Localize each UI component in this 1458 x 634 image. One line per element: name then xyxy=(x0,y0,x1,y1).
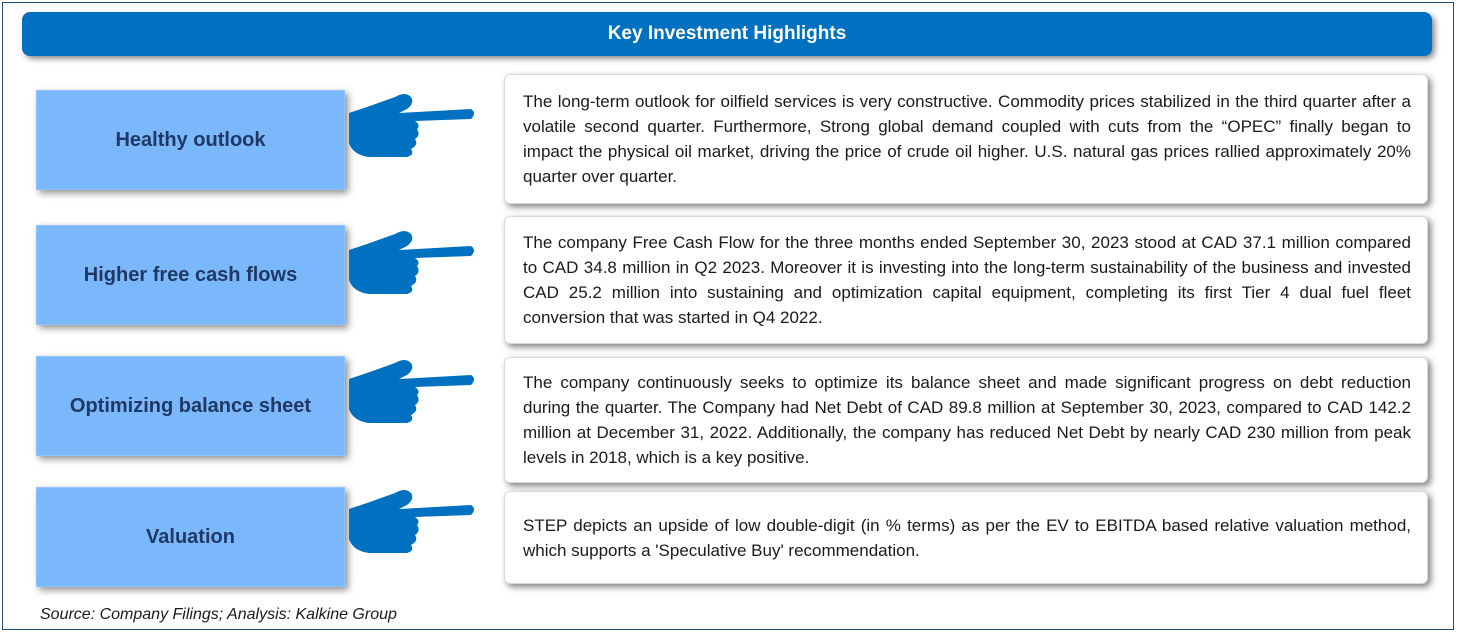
highlight-description: The long-term outlook for oilfield services is very constructive. Commodity prices stabilized in the third quarter after a volatile second quarter. Furthermore, Strong global demand coupled with cuts from the “OPEC” finally began to impact the physical oil market, driving the price of crude oil higher. U.S. natural gas prices rallied approximately 20% quarter over quarter. xyxy=(523,92,1411,186)
highlight-label: Valuation xyxy=(146,525,235,548)
highlight-description-box xyxy=(504,357,1428,483)
highlight-description-box xyxy=(504,216,1428,344)
highlight-description: The company Free Cash Flow for the three months ended September 30, 2023 stood at CAD 37.1 million compared to CAD 34.8 million in Q2 2023. Moreover it is investing into the long-term sustainability of the business and invested CAD 25.2 million into sustaining and optimization capital equipment, completing its first Tier 4 dual fuel fleet conversion that was started in Q4 2022. xyxy=(523,233,1411,327)
highlight-description-box xyxy=(504,491,1428,584)
pointing-hand-icon xyxy=(345,481,477,561)
highlight-label: Optimizing balance sheet xyxy=(69,394,312,417)
highlight-label-box-free-cash-flows xyxy=(36,225,345,325)
title-bar xyxy=(22,12,1432,56)
page-title: Key Investment Highlights xyxy=(607,23,847,44)
highlight-label-box-balance-sheet xyxy=(36,356,345,456)
highlight-description-box xyxy=(504,74,1428,204)
source-note: Source: Company Filings; Analysis: Kalkine Group xyxy=(40,606,397,623)
highlight-label-box-healthy-outlook xyxy=(36,90,345,190)
highlight-label-box-valuation xyxy=(36,487,345,587)
highlight-label: Healthy outlook xyxy=(115,128,266,151)
highlight-label: Higher free cash flows xyxy=(83,263,298,286)
pointing-hand-icon xyxy=(345,85,477,165)
highlight-description: The company continuously seeks to optimize its balance sheet and made significant progress on debt reduction during the quarter. The Company had Net Debt of CAD 89.8 million at September 30, 2023, compared to CAD 142.2 million at December 31, 2022. Additionally, the company has reduced Net Debt by nearly CAD 230 million from peak levels in 2018, which is a key positive. xyxy=(523,373,1411,467)
highlight-description: STEP depicts an upside of low double-digit (in % terms) as per the EV to EBITDA based relative valuation method, which supports a 'Speculative Buy' recommendation. xyxy=(523,515,1411,560)
pointing-hand-icon xyxy=(345,351,477,431)
pointing-hand-icon xyxy=(345,222,477,302)
